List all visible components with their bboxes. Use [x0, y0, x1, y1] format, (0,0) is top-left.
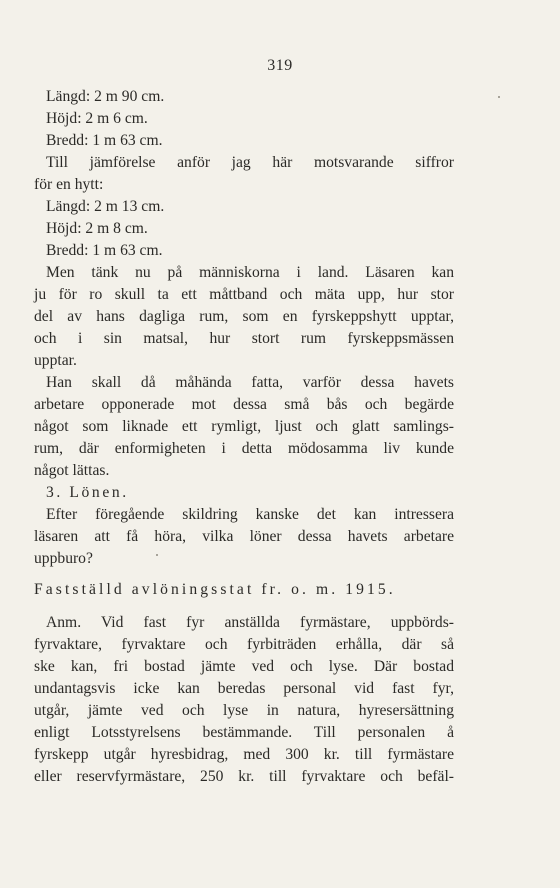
text-line-height: Höjd: 2 m 6 cm. — [46, 110, 148, 127]
text-line: upptar. — [34, 352, 77, 369]
text-line-width: Bredd: 1 m 63 cm. — [46, 132, 163, 149]
text-line: Till jämförelse anför jag här motsvarande siffror — [46, 154, 454, 171]
salary-schedule-heading: Fastställd avlöningsstat fr. o. m. 1915. — [34, 581, 396, 598]
text-line: undantagsvis icke kan beredas personal vid fast fyr, — [34, 680, 454, 697]
text-line: utgår, jämte ved och lyse in natura, hyresersättning — [34, 702, 454, 719]
text-line: Anm. Vid fast fyr anställda fyrmästare, uppbörds- — [46, 614, 454, 631]
text-line-height: Höjd: 2 m 8 cm. — [46, 220, 148, 237]
text-line: enligt Lotsstyrelsens bestämmande. Till personalen å — [34, 724, 454, 741]
section-heading: 3. Lönen. — [46, 484, 129, 501]
text-line: Men tänk nu på människorna i land. Läsaren kan — [46, 264, 454, 281]
text-line: arbetare opponerade mot dessa små bås och begärde — [34, 396, 454, 413]
text-line: fyrskepp utgår hyresbidrag, med 300 kr. till fyrmästare — [34, 746, 454, 763]
page-number: 319 — [267, 57, 293, 74]
paper-speck — [498, 96, 500, 98]
text-line-length: Längd: 2 m 90 cm. — [46, 88, 165, 105]
text-line: Efter föregående skildring kanske det kan intressera — [46, 506, 454, 523]
text-line: något som liknade ett rymligt, ljust och glatt samlings- — [34, 418, 454, 435]
text-line: fyrvaktare, fyrvaktare och fyrbiträden erhålla, där så — [34, 636, 454, 653]
text-line: ju för ro skull ta ett måttband och mäta upp, hur stor — [34, 286, 454, 303]
text-line: rum, där enformigheten i detta mödosamma liv kunde — [34, 440, 454, 457]
text-line: Han skall då måhända fatta, varför dessa havets — [46, 374, 454, 391]
text-line-length: Längd: 2 m 13 cm. — [46, 198, 165, 215]
text-line: för en hytt: — [34, 176, 104, 193]
text-line-width: Bredd: 1 m 63 cm. — [46, 242, 163, 259]
text-line: ske kan, fri bostad jämte ved och lyse. Där bostad — [34, 658, 454, 675]
text-line: läsaren att få höra, vilka löner dessa havets arbetare — [34, 528, 454, 545]
text-line: något lättas. — [34, 462, 110, 479]
text-line: och i sin matsal, hur stort rum fyrskeppsmässen — [34, 330, 454, 347]
text-line: del av hans dagliga rum, som en fyrskeppshytt upptar, — [34, 308, 454, 325]
text-line: uppburo? — [34, 550, 93, 567]
text-line: eller reservfyrmästare, 250 kr. till fyrvaktare och befäl- — [34, 768, 454, 785]
paper-speck — [156, 554, 158, 556]
